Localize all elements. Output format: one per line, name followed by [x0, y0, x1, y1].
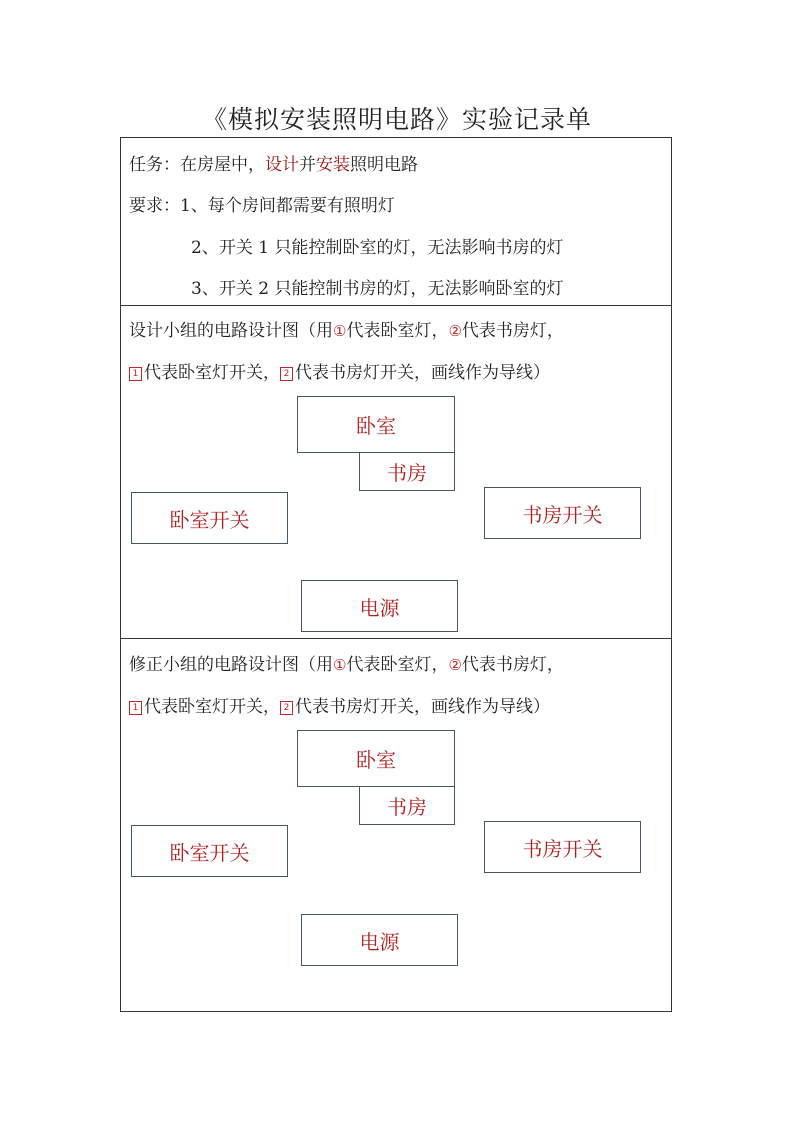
revise-heading-line1: [129, 650, 564, 675]
bedroom-box: 卧室: [297, 396, 455, 453]
study-box: 书房: [359, 786, 455, 825]
power-box: 电源: [301, 914, 458, 966]
study-switch-box: 书房开关: [484, 821, 641, 873]
circle-one-icon: ①: [333, 656, 347, 674]
task-suffix: 照明电路: [350, 155, 418, 175]
design-legend-study-switch: 代表书房灯开关，画线作为导线）: [295, 363, 550, 383]
requirement-1: 要求：1、每个房间都需要有照明灯: [129, 196, 395, 216]
task-install-word: 安装: [316, 155, 350, 175]
circle-two-icon: ②: [448, 656, 462, 674]
design-section: [121, 306, 671, 639]
task-and-word: 并: [299, 155, 316, 175]
square-one-icon: 1: [129, 701, 142, 715]
bedroom-box: 卧室: [297, 730, 455, 787]
design-heading-line2: [129, 358, 550, 383]
requirement-2: 2、开关 1 只能控制卧室的灯，无法影响书房的灯: [191, 238, 564, 258]
revise-legend-study-switch: 代表书房灯开关，画线作为导线）: [295, 697, 550, 717]
study-switch-box: 书房开关: [484, 487, 641, 539]
circle-two-icon: ②: [448, 322, 462, 340]
circle-one-icon: ①: [333, 322, 347, 340]
design-legend-study-light: 代表书房灯，: [461, 321, 564, 341]
bedroom-switch-box: 卧室开关: [131, 492, 288, 544]
design-heading-text: 设计小组的电路设计图（用: [129, 321, 333, 341]
revise-section: [121, 639, 671, 1011]
revise-heading-line2: [129, 692, 550, 717]
square-two-icon: 2: [280, 701, 293, 715]
revise-legend-bedroom-light: 代表卧室灯，: [346, 655, 449, 675]
design-legend-bedroom-light: 代表卧室灯，: [346, 321, 449, 341]
page-title: 《模拟安装照明电路》实验记录单: [201, 105, 592, 134]
design-legend-bedroom-switch: 代表卧室灯开关，: [144, 363, 280, 383]
study-box: 书房: [359, 452, 455, 491]
task-design-word: 设计: [265, 155, 299, 175]
revise-heading-text: 修正小组的电路设计图（用: [129, 655, 333, 675]
square-two-icon: 2: [280, 367, 293, 381]
record-sheet: [120, 137, 672, 1012]
requirement-3: 3、开关 2 只能控制书房的灯，无法影响卧室的灯: [191, 279, 564, 299]
task-prefix: 任务：在房屋中，: [129, 155, 265, 175]
task-section: [121, 138, 671, 306]
design-heading-line1: [129, 316, 564, 341]
revise-legend-bedroom-switch: 代表卧室灯开关，: [144, 697, 280, 717]
revise-legend-study-light: 代表书房灯，: [461, 655, 564, 675]
bedroom-switch-box: 卧室开关: [131, 825, 288, 877]
task-line: [129, 150, 418, 175]
square-one-icon: 1: [129, 367, 142, 381]
power-box: 电源: [301, 580, 458, 632]
